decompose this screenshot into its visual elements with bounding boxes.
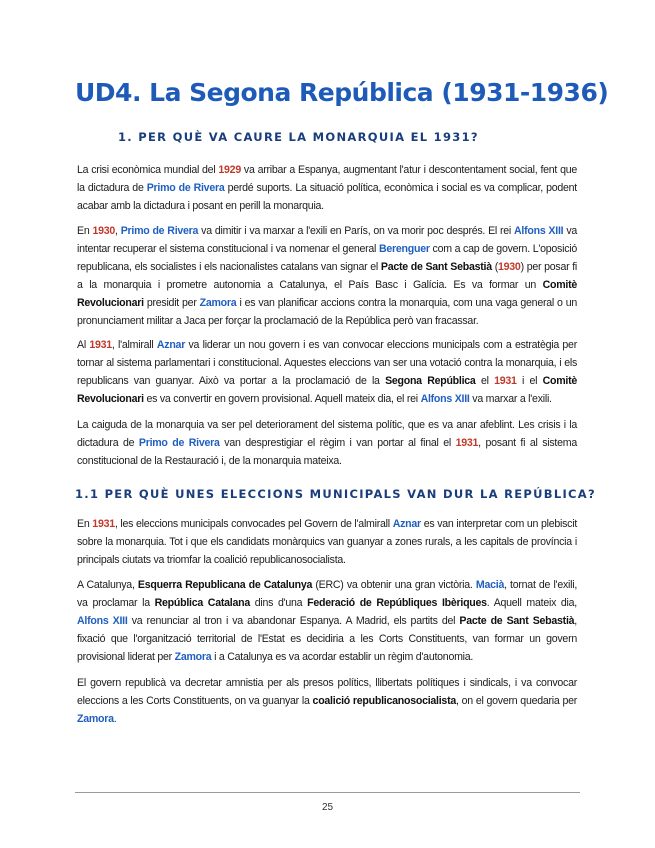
page-number: 25 [321, 802, 334, 813]
paragraph-6: A Catalunya, Esquerra Republicana de Catalunya (ERC) va obtenir una gran victòria. Macià, tornat de l'exili, va proclamar la República Catalana dins d'una Federació de Repúbliques Ibèriques. Aquell mateix dia, Alfons XIII va renunciar al tron i va abandonar Espanya. A Madrid, els partits del Pacte de Sant Sebastià, fixació que l'organització territorial de l'Estat es decidiria a les Corts Constituents, van formar un govern provisional liderat per Zamora i a Catalunya es va acordar establir un règim d'autonomia. [77, 579, 578, 663]
paragraph-7: El govern republicà va decretar amnistia per als presos polítics, llibertats polítiques i sindicals, i va convocar eleccions a les Corts Constituents, on va guanyar la coalició republicanosocialista, on el govern quedaria per Zamora. [77, 677, 578, 725]
paragraph-3: Al 1931, l'almirall Aznar va liderar un nou govern i es van convocar eleccions municipals com a estratègia per tornar al sistema parlamentari i constitucional. Aquestes eleccions van ser una votació contra la monarquia, i els republicans van guanyar. Això va portar a la proclamació de la Segona República el 1931 i el Comitè Revolucionari es va convertir en govern provisional. Aquell mateix dia, el rei Alfons XIII va marxar a l'exili. [77, 339, 577, 405]
paragraph-2: En 1930, Primo de Rivera va dimitir i va marxar a l'exili en París, on va morir poc després. El rei Alfons XIII va intentar recuperar el sistema constitucional i va nomenar el general Berenguer com a cap de govern. L'oposició republicana, els socialistes i els nacionalistes catalans van signar el Pacte de Sant Sebastià (1930) per posar fi a la monarquia i prometre autonomia a Catalunya, el País Basc i Galícia. Es va formar un Comitè Revolucionari presidit per Zamora i es van planificar accions contra la monarquia, com una vaga general o un pronunciament militar a Jaca per forçar la proclamació de la República però van fracassar. [77, 225, 578, 327]
page-title: UD4. La Segona República (1931-1936) [75, 78, 609, 107]
section-heading-1: 1. PER QUÈ VA CAURE LA MONARQUIA EL 1931? [118, 130, 479, 144]
paragraph-1: La crisi econòmica mundial del 1929 va arribar a Espanya, augmentant l'atur i descontentament social, fent que la dictadura de Primo de Rivera perdé suports. La situació política, econòmica i social es va complicar, podent acabar amb la dictadura i posant en perill la monarquia. [77, 164, 577, 212]
footer-divider [75, 792, 580, 793]
paragraph-4: La caiguda de la monarquia va ser pel deteriorament del sistema polític, que es va anar afeblint. Les crisis i la dictadura de Primo de Rivera van desprestigiar el règim i van portar al final el 1931, posant fi al sistema constitucional de la Restauració i, de la monarquia mateixa. [77, 419, 577, 467]
paragraph-5: En 1931, les eleccions municipals convocades pel Govern de l'almirall Aznar es van interpretar com un plebiscit sobre la monarquia. Tot i que els candidats monàrquics van guanyar a zones rurals, a les capitals de província i principals ciutats va triomfar la coalició republicanosocialista. [77, 518, 578, 566]
section-heading-1-1: 1.1 PER QUÈ UNES ELECCIONS MUNICIPALS VAN DUR LA REPÚBLICA? [75, 487, 596, 501]
